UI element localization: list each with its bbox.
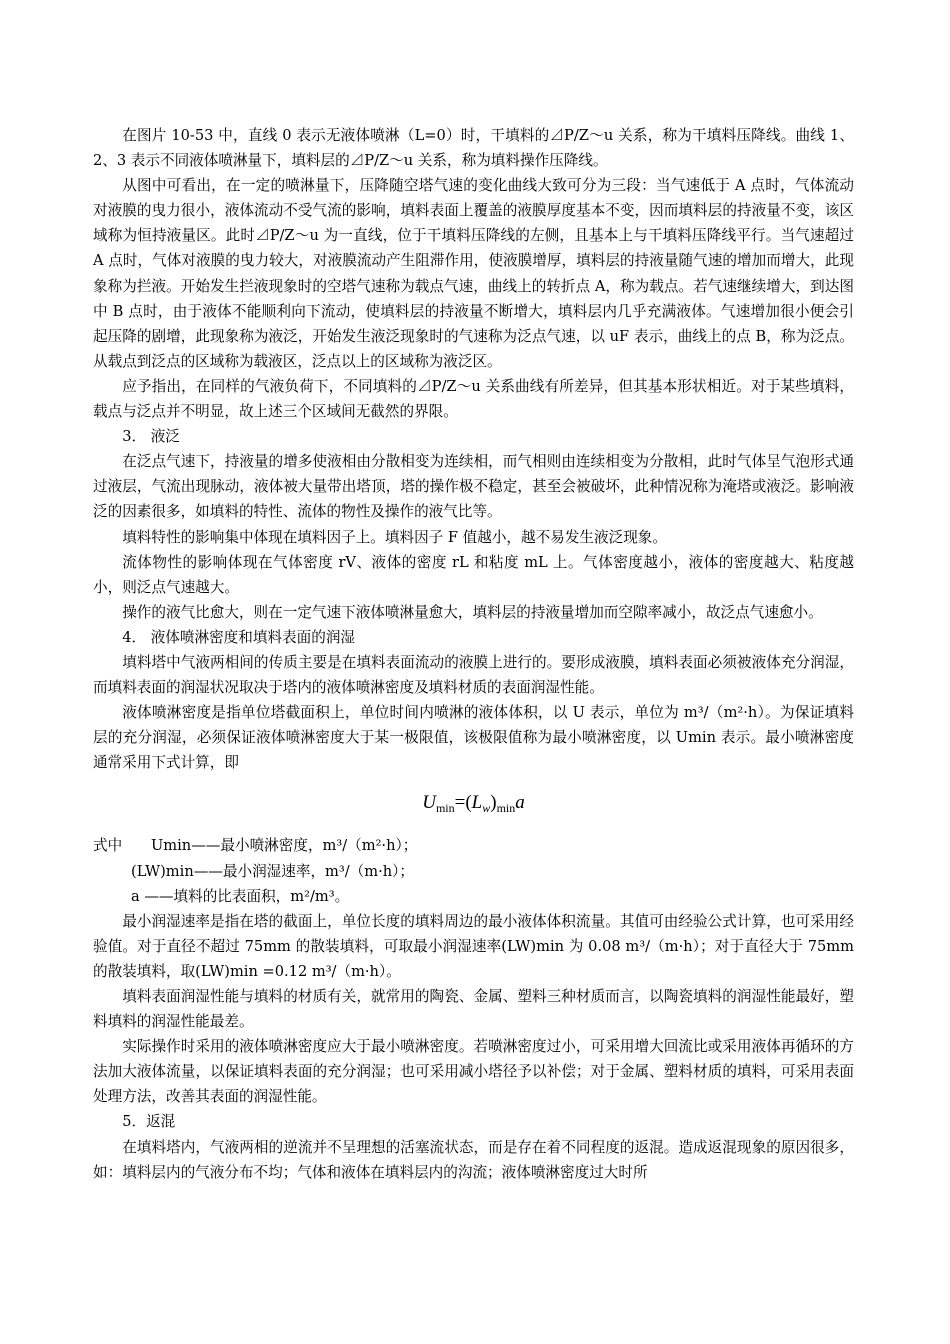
paragraph: 最小润湿速率是指在塔的截面上，单位长度的填料周边的最小液体体积流量。其值可由经验公式计算，也可采用经验值。对于直径不超过 75mm 的散装填料，可取最小润湿速率(LW)min 为 0.08 m³/（m·h）；对于直径大于 75mm 的散装填料，取(LW)min =0.12 m³/（m·h）。 bbox=[93, 912, 854, 980]
symbol-definitions bbox=[93, 833, 854, 908]
section-heading: 5．返混 bbox=[122, 1113, 176, 1131]
paragraph: 实际操作时采用的液体喷淋密度应大于最小喷淋密度。若喷淋密度过小，可采用增大回流比或采用液体再循环的方法加大液体流量，以保证填料表面的充分润湿；也可采用减小塔径予以补偿；对于金属、塑料材质的填料，可采用表面处理方法，改善其表面的润湿性能。 bbox=[93, 1038, 854, 1106]
definition-row bbox=[93, 859, 854, 884]
formula-min-spray-density bbox=[93, 778, 854, 828]
formula-rhs-sub: min bbox=[496, 801, 516, 816]
definition-row bbox=[93, 884, 854, 909]
paragraph: 操作的液气比愈大，则在一定气速下液体喷淋量愈大，填料层的持液量增加而空隙率减小，故泛点气速愈小。 bbox=[122, 603, 823, 621]
formula-a: a bbox=[515, 792, 525, 814]
paragraph: 流体物性的影响体现在气体密度 rV、液体的密度 rL 和粘度 mL 上。气体密度越小，液体的密度越大、粘度越小，则泛点气速越大。 bbox=[93, 553, 854, 596]
paragraph: 填料表面润湿性能与填料的材质有关，就常用的陶瓷、金属、塑料三种材质而言，以陶瓷填料的润湿性能最好，塑料填料的润湿性能最差。 bbox=[93, 988, 854, 1031]
paragraph: 从图中可看出，在一定的喷淋量下，压降随空塔气速的变化曲线大致可分为三段：当气速低于 A 点时，气体流动对液膜的曳力很小，液体流动不受气流的影响，填料表面上覆盖的液膜厚度基本不变，因而填料层的持液量不变，该区域称为恒持液量区。此时⊿P/Z～u 为一直线，位于干填料压降线的左侧，且基本上与干填料压降线平行。当气速超过 A 点时，气体对液膜的曳力较大，对液膜流动产生阻滞作用，使液膜增厚，填料层的持液量随气速的增加而增大，此现象称为拦液。开始发生拦液现象时的空塔气速称为载点气速，曲线上的转折点 A，称为载点。若气速继续增大，到达图中 B 点时，由于液体不能顺利向下流动，使填料层的持液量不断增大，填料层内几乎充满液体。气速增加很小便会引起压降的剧增，此现象称为液泛，开始发生液泛现象时的气速称为泛点气速，以 uF 表示，曲线上的点 B，称为泛点。从载点到泛点的区域称为载液区，泛点以上的区域称为液泛区。 bbox=[93, 177, 854, 370]
paragraph: 填料塔中气液两相间的传质主要是在填料表面流动的液膜上进行的。要形成液膜，填料表面必须被液体充分润湿，而填料表面的润湿状况取决于塔内的液体喷淋密度及填料材质的表面润湿性能。 bbox=[93, 653, 854, 697]
definition-row bbox=[93, 833, 854, 858]
formula-close-paren: ) bbox=[490, 792, 497, 814]
formula-lhs-sub: min bbox=[435, 801, 455, 816]
paragraph: 填料特性的影响集中体现在填料因子上。填料因子 F 值越小，越不易发生液泛现象。 bbox=[122, 528, 667, 546]
formula-L: L bbox=[471, 792, 483, 814]
section-heading: 3． 液泛 bbox=[122, 428, 180, 446]
formula-L-sub: w bbox=[482, 801, 491, 816]
formula-equals: =( bbox=[454, 792, 472, 814]
paragraph: 液体喷淋密度是指单位塔截面积上，单位时间内喷淋的液体体积，以 U 表示，单位为 m³/（m²·h）。为保证填料层的充分润湿，必须保证液体喷淋密度大于某一极限值，该极限值称为最小喷淋密度，以 Umin 表示。最小喷淋密度通常采用下式计算，即 bbox=[93, 704, 854, 772]
section-heading: 4． 液体喷淋密度和填料表面的润湿 bbox=[122, 628, 356, 646]
paragraph: 在图片 10-53 中，直线 0 表示无液体喷淋（L=0）时，干填料的⊿P/Z～u 关系，称为干填料压降线。曲线 1、2、3 表示不同液体喷淋量下，填料层的⊿P/Z～u 关系，称为填料操作压降线。 bbox=[93, 127, 854, 170]
definitions-lead: 式中 bbox=[93, 837, 123, 855]
definition-a: a ——填料的比表面积，m²/m³。 bbox=[131, 887, 350, 905]
formula-lhs: U bbox=[422, 792, 436, 814]
paragraph: 在填料塔内，气液两相的逆流并不呈理想的活塞流状态，而是存在着不同程度的返混。造成返混现象的原因很多，如：填料层内的气液分布不均；气体和液体在填料层内的沟流；液体喷淋密度过大时所 bbox=[93, 1138, 854, 1181]
paragraph: 应予指出，在同样的气液负荷下，不同填料的⊿P/Z～u 关系曲线有所差异，但其基本形状相近。对于某些填料，载点与泛点并不明显，故上述三个区域间无截然的界限。 bbox=[93, 377, 854, 421]
paragraph: 在泛点气速下，持液量的增多使液相由分散相变为连续相，而气相则由连续相变为分散相，此时气体呈气泡形式通过液层，气流出现脉动，液体被大量带出塔顶，塔的操作极不稳定，甚至会被破坏，此种情况称为淹塔或液泛。影响液泛的因素很多，如填料的特性、流体的物性及操作的液气比等。 bbox=[93, 453, 854, 521]
definition-lwmin: (LW)min——最小润湿速率，m³/（m·h）； bbox=[131, 862, 415, 880]
definition-umin: Umin——最小喷淋密度，m³/（m²·h）； bbox=[151, 837, 418, 855]
